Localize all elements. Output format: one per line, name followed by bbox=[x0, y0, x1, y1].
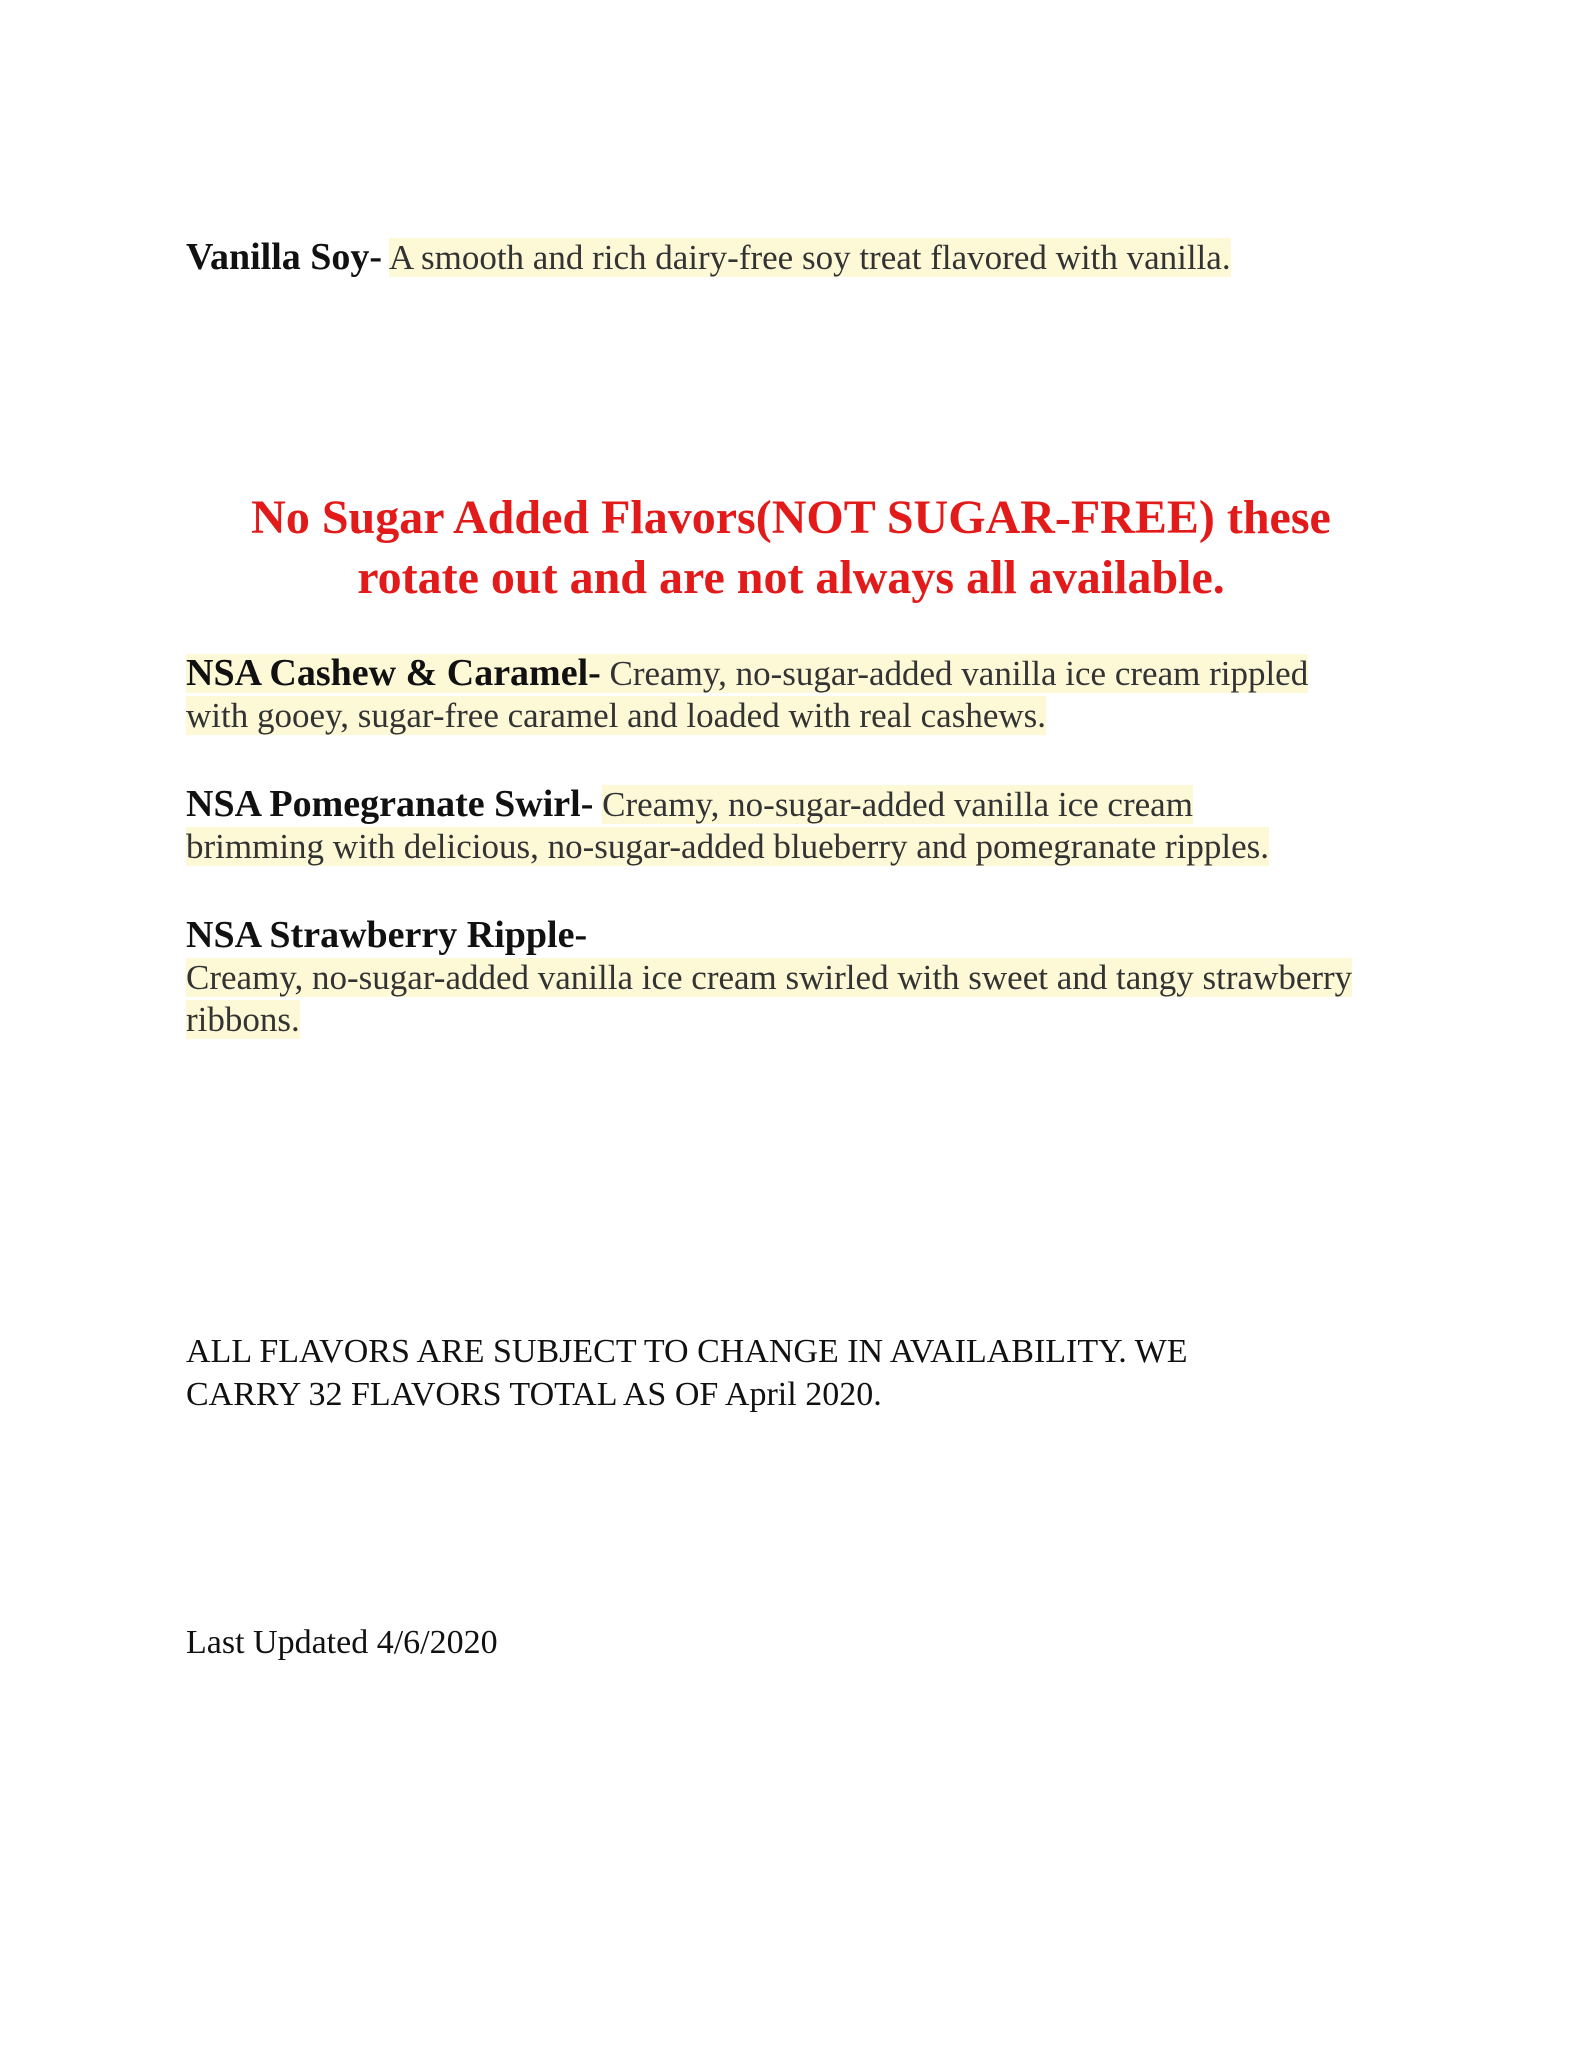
flavor-entry-nsa-cashew-caramel bbox=[186, 652, 1396, 737]
flavor-entry-nsa-pomegranate-swirl bbox=[186, 783, 1396, 868]
notice-line-2: CARRY 32 FLAVORS TOTAL AS OF April 2020. bbox=[186, 1376, 882, 1413]
flavor-entry-vanilla-soy bbox=[186, 236, 1396, 279]
flavor-description-line-1: Creamy, no-sugar-added vanilla ice cream swirled with sweet and tangy strawberry bbox=[186, 958, 1353, 997]
flavor-name: NSA Strawberry Ripple- bbox=[186, 914, 588, 956]
flavor-description-line-1: Creamy, no-sugar-added vanilla ice cream bbox=[602, 785, 1193, 824]
flavor-description: A smooth and rich dairy-free soy treat flavored with vanilla. bbox=[388, 238, 1231, 277]
availability-notice bbox=[186, 1330, 1396, 1416]
flavor-description-line-2: ribbons. bbox=[186, 1000, 300, 1039]
flavor-name: NSA Pomegranate Swirl- bbox=[186, 783, 594, 825]
flavor-description-line-1: Creamy, no-sugar-added vanilla ice cream rippled bbox=[609, 654, 1309, 693]
notice-line-1: ALL FLAVORS ARE SUBJECT TO CHANGE IN AVAILABILITY. WE bbox=[186, 1333, 1188, 1370]
heading-line-1: No Sugar Added Flavors(NOT SUGAR-FREE) these bbox=[251, 491, 1331, 544]
flavor-description-line-2: brimming with delicious, no-sugar-added blueberry and pomegranate ripples. bbox=[186, 827, 1270, 866]
last-updated-text: Last Updated 4/6/2020 bbox=[186, 1624, 498, 1661]
heading-line-2: rotate out and are not always all available. bbox=[357, 551, 1225, 604]
nsa-section-heading bbox=[186, 488, 1396, 608]
flavor-name: Vanilla Soy- bbox=[186, 236, 383, 278]
flavor-entry-nsa-strawberry-ripple bbox=[186, 914, 1396, 1041]
flavor-description-line-2: with gooey, sugar-free caramel and loaded with real cashews. bbox=[186, 696, 1046, 735]
flavor-name: NSA Cashew & Caramel- bbox=[186, 652, 601, 694]
last-updated bbox=[186, 1621, 1396, 1664]
